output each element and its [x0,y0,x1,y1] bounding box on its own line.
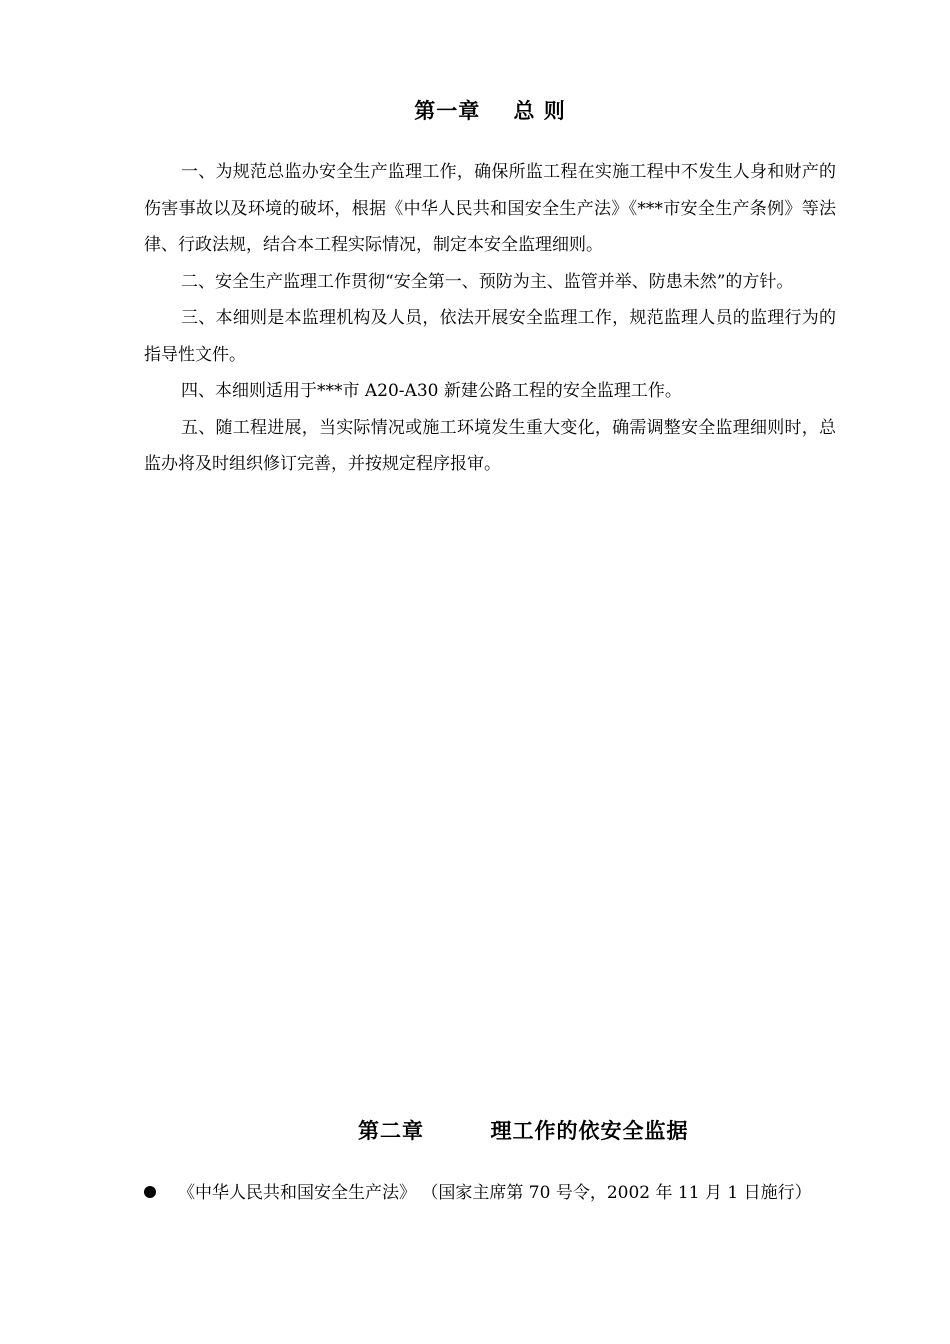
paragraph-3: 三、本细则是本监理机构及人员，依法开展安全监理工作，规范监理人员的监理行为的指导性文件。 [144,308,836,365]
chapter-1-title: 第一章 总 则 [414,98,566,123]
list-item [144,1175,836,1211]
list-item-text: 《中华人民共和国安全生产法》 （国家主席第 70 号令，2002 年 11 月 1 日施行） [178,1183,812,1203]
paragraph-4: 四、本细则适用于***市 A20-A30 新建公路工程的安全监理工作。 [181,381,682,401]
bullet-icon [144,1186,156,1198]
chapter-1-body [144,154,836,483]
paragraph-1: 一、为规范总监办安全生产监理工作，确保所监工程在实施工程中不发生人身和财产的伤害事故以及环境的破坏，根据《中华人民共和国安全生产法》《***市安全生产条例》等法律、行政法规，结合本工程实际情况，制定本安全监理细则。 [144,162,836,255]
chapter-2-title: 第二章 理工作的依安全监据 [358,1118,689,1143]
paragraph-5: 五、随工程进展，当实际情况或施工环境发生重大变化，确需调整安全监理细则时，总监办将及时组织修订完善，并按规定程序报审。 [144,417,836,474]
paragraph-2: 二、安全生产监理工作贯彻“安全第一、预防为主、监管并举、防患未然”的方针。 [181,271,794,292]
